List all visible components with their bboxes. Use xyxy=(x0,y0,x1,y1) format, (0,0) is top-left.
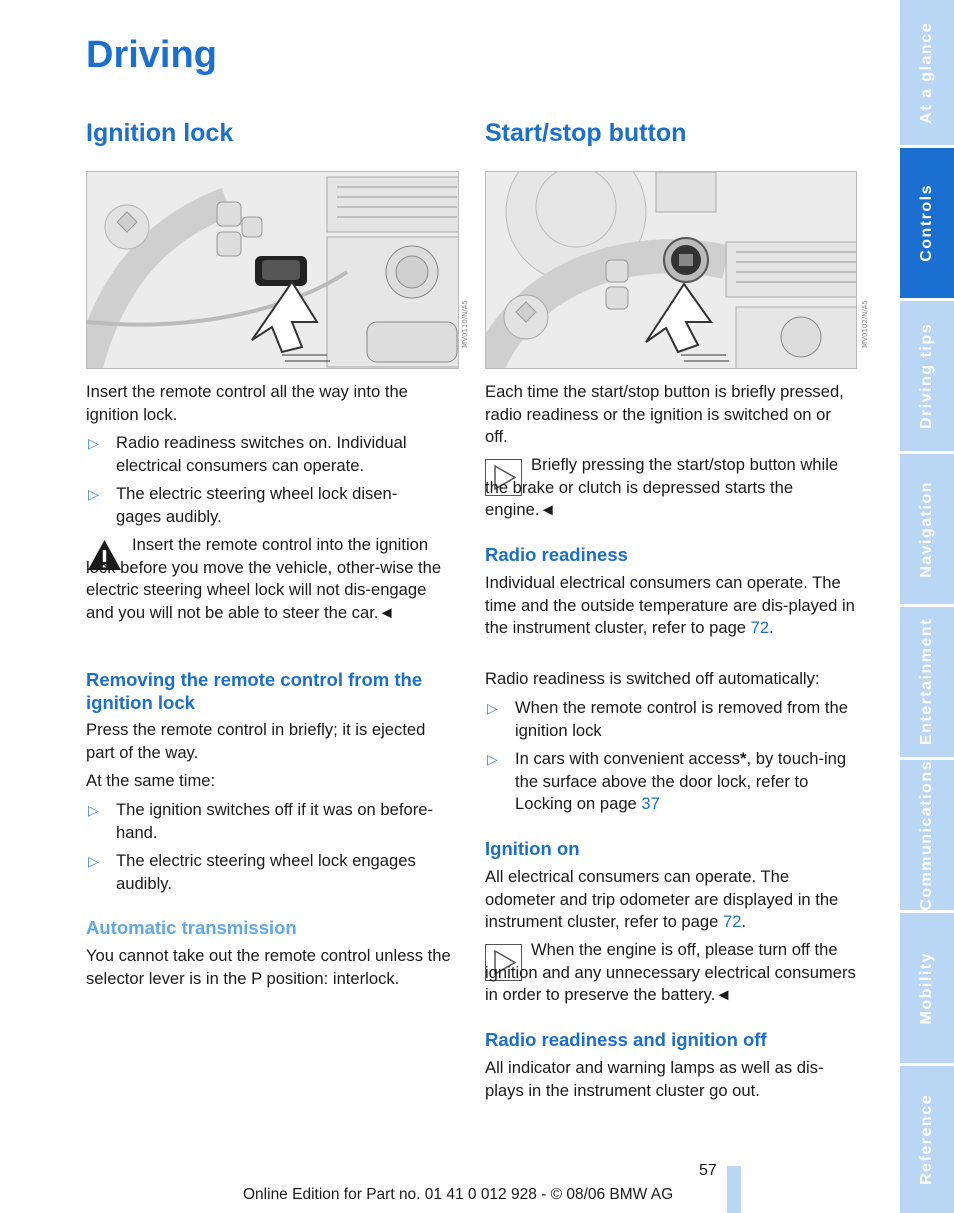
tab-driving-tips[interactable]: Driving tips xyxy=(900,301,954,451)
figure-code: MV0102/N/A5 xyxy=(861,300,869,348)
page-link[interactable]: 72 xyxy=(722,912,742,931)
removing-text: Press the remote control in briefly; it is ejected part of the way. xyxy=(86,720,426,762)
list-item: ▷ In cars with convenient access*, by touch-ing the surface above the door lock, refer to Locking on page 37 xyxy=(487,749,847,813)
page-title: Driving xyxy=(86,34,217,76)
triangle-bullet-icon: ▷ xyxy=(487,700,498,716)
automatic-transmission-heading: Automatic transmission xyxy=(86,917,297,938)
tab-mobility[interactable]: Mobility xyxy=(900,913,954,1063)
radio-ignition-off-heading: Radio readiness and ignition off xyxy=(485,1029,767,1050)
triangle-bullet-icon: ▷ xyxy=(88,802,99,818)
page-marker xyxy=(727,1166,741,1213)
page-link[interactable]: 72 xyxy=(750,618,770,637)
list-item: ▷ Radio readiness switches on. Individual electrical consumers can operate. xyxy=(88,433,407,475)
ignition-lock-illustration xyxy=(87,172,459,369)
triangle-bullet-icon: ▷ xyxy=(88,853,99,869)
note-text: Briefly pressing the start/stop button while the brake or clutch is depressed starts the engine.◄ xyxy=(485,455,839,519)
page-number: 57 xyxy=(699,1162,717,1179)
radio-off-text: Radio readiness is switched off automatically: xyxy=(485,669,820,688)
tab-entertainment[interactable]: Entertainment xyxy=(900,607,954,757)
start-stop-intro: Each time the start/stop button is briefly pressed, radio readiness or the ignition is switched on or off. xyxy=(485,382,844,446)
ignition-on-text: All electrical consumers can operate. The odometer and trip odometer are displayed in the instrument cluster, refer to page 72. xyxy=(485,867,839,931)
ignition-intro: Insert the remote control all the way into the ignition lock. xyxy=(86,382,408,424)
figure-code: MV0110/N/A5 xyxy=(461,300,469,348)
tab-reference[interactable]: Reference xyxy=(900,1066,954,1213)
ignition-lock-figure xyxy=(86,171,459,369)
ignition-lock-heading: Ignition lock xyxy=(86,119,234,147)
tab-navigation[interactable]: Navigation xyxy=(900,454,954,604)
removing-heading: Removing the remote control from the ignition lock xyxy=(86,669,423,713)
list-item: ▷ The ignition switches off if it was on before-hand. xyxy=(88,800,433,842)
tab-at-a-glance[interactable]: At a glance xyxy=(900,0,954,145)
start-stop-figure xyxy=(485,171,857,369)
triangle-bullet-icon: ▷ xyxy=(88,486,99,502)
warning-text: Insert the remote control into the ignition lock before you move the vehicle, other-wise the electric steering wheel lock will not dis-engage and you will not be able to steer the car.◄ xyxy=(86,535,442,622)
triangle-bullet-icon: ▷ xyxy=(487,751,498,767)
radio-readiness-text: Individual electrical consumers can operate. The time and the outside temperature are dis-played in the instrument cluster, refer to page 72. xyxy=(485,573,855,637)
ignition-on-heading: Ignition on xyxy=(485,838,580,859)
chapter-sidebar xyxy=(900,0,954,1213)
same-time-text: At the same time: xyxy=(86,771,216,790)
triangle-bullet-icon: ▷ xyxy=(88,435,99,451)
start-stop-heading: Start/stop button xyxy=(485,119,687,147)
note-text: When the engine is off, please turn off the ignition and any unnecessary electrical consumers in order to preserve the battery.◄ xyxy=(485,940,856,1004)
radio-readiness-heading: Radio readiness xyxy=(485,544,628,565)
list-item: ▷ When the remote control is removed from the ignition lock xyxy=(487,698,848,740)
page-link[interactable]: 37 xyxy=(641,794,660,813)
list-item: ▷ The electric steering wheel lock disen-gages audibly. xyxy=(88,484,398,526)
start-stop-illustration xyxy=(486,172,857,369)
automatic-transmission-text: You cannot take out the remote control unless the selector lever is in the P position: interlock. xyxy=(86,946,451,988)
radio-ignition-off-text: All indicator and warning lamps as well as dis-plays in the instrument cluster go out. xyxy=(485,1058,824,1100)
tab-controls[interactable]: Controls xyxy=(900,148,954,298)
tab-communications[interactable]: Communications xyxy=(900,760,954,910)
list-item: ▷ The electric steering wheel lock engages audibly. xyxy=(88,851,416,893)
